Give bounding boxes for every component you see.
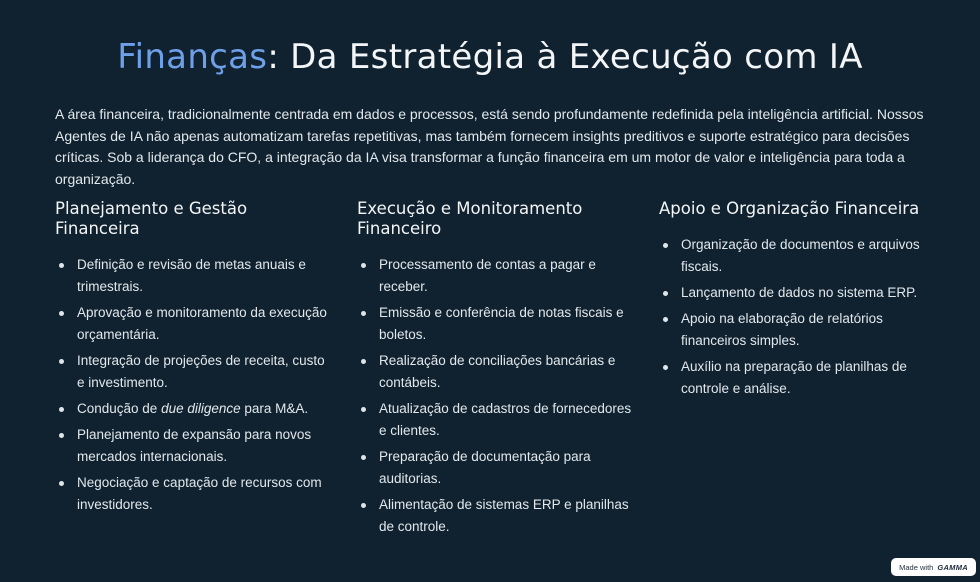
column-list xyxy=(357,254,637,538)
column-apoio xyxy=(659,199,939,404)
bullet-icon xyxy=(59,359,64,364)
title-rest: : Da Estratégia à Execução com IA xyxy=(267,37,863,77)
bullet-icon xyxy=(59,311,64,316)
bullet-icon xyxy=(361,359,366,364)
list-item: Integração de projeções de receita, custo e investimento. xyxy=(55,350,335,394)
column-list xyxy=(55,254,335,516)
list-item: Alimentação de sistemas ERP e planilhas de controle. xyxy=(357,494,637,538)
bullet-icon xyxy=(59,481,64,486)
gamma-logo-icon: GAMMA xyxy=(937,562,968,572)
bullet-icon xyxy=(361,311,366,316)
list-item: Realização de conciliações bancárias e contábeis. xyxy=(357,350,637,394)
bullet-icon xyxy=(59,407,64,412)
list-item: Definição e revisão de metas anuais e trimestrais. xyxy=(55,254,335,298)
list-item: Apoio na elaboração de relatórios financeiros simples. xyxy=(659,308,939,352)
list-item: Aprovação e monitoramento da execução orçamentária. xyxy=(55,302,335,346)
page-title xyxy=(0,34,980,80)
bullet-icon xyxy=(59,433,64,438)
bullet-icon xyxy=(663,365,668,370)
column-heading: Execução e Monitoramento Financeiro xyxy=(357,199,583,238)
column-execucao xyxy=(357,199,637,542)
list-item: Preparação de documentação para auditorias. xyxy=(357,446,637,490)
column-planejamento xyxy=(55,199,335,520)
bullet-icon xyxy=(663,291,668,296)
bullet-icon xyxy=(663,243,668,248)
bullet-icon xyxy=(59,263,64,268)
bullet-icon xyxy=(361,455,366,460)
badge-prefix: Made with xyxy=(899,562,934,572)
bullet-icon xyxy=(361,263,366,268)
title-accent: Finanças xyxy=(117,37,268,77)
list-item: Negociação e captação de recursos com investidores. xyxy=(55,472,335,516)
list-item: Emissão e conferência de notas fiscais e boletos. xyxy=(357,302,637,346)
column-heading: Planejamento e Gestão Financeira xyxy=(55,199,248,238)
column-list xyxy=(659,234,939,400)
list-item: Condução de due diligence para M&A. xyxy=(55,398,335,420)
made-with-gamma-badge[interactable] xyxy=(891,558,976,576)
list-item: Lançamento de dados no sistema ERP. xyxy=(659,282,939,304)
list-item: Atualização de cadastros de fornecedores e clientes. xyxy=(357,398,637,442)
intro-paragraph: A área financeira, tradicionalmente centrada em dados e processos, está sendo profundamente redefinida pela inteligência artificial. Nossos Agentes de IA não apenas automatizam tarefas repetitivas, mas também fornecem insights preditivos e suporte estratégico para decisões críticas. Sob a liderança do CFO, a integração da IA visa transformar a função financeira em um motor de valor e inteligência para toda a organização. xyxy=(55,106,924,187)
list-item: Auxílio na preparação de planilhas de controle e análise. xyxy=(659,356,939,400)
column-heading: Apoio e Organização Financeira xyxy=(659,199,920,218)
list-item: Processamento de contas a pagar e receber. xyxy=(357,254,637,298)
list-item: Organização de documentos e arquivos fiscais. xyxy=(659,234,939,278)
bullet-icon xyxy=(361,407,366,412)
bullet-icon xyxy=(361,503,366,508)
bullet-icon xyxy=(663,317,668,322)
list-item: Planejamento de expansão para novos mercados internacionais. xyxy=(55,424,335,468)
